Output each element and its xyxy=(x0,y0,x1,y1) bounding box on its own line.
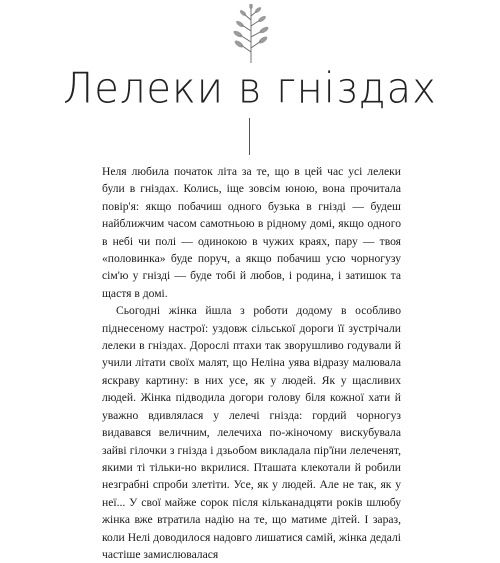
body-text xyxy=(102,163,401,563)
sprig-icon xyxy=(229,4,273,64)
paragraph-2: Сьогодні жінка йшла з роботи додому в особливо піднесеному настрої: уздовж сільської дороги її зустрічали лелеки в гніздах. Дорослі птахи так зворушливо годували й учили літати своїх малят, що Неліна уява відразу малювала яскраву картину: в них усе, як у людей. Як у щасливих людей. Жінка підводила догори голову біля кожної хати й уважно вдивлялася у лелечі гнізда: гордий чорногуз видавався величним, лелечиха по-жіночому вискубувала зайві гілочки з гнізда і дзьобом викладала пір'їни лелеченят, якими ті тільки-но вкрилися. Пташата клекотали й робили незграбні спроби злетіти. Усе, як у людей. Але не так, як у неї... У свої майже сорок після кільканадцяти років шлюбу жінка вже втратила надію на те, що матиме дітей. І зараз, коли Нелі доводилося надовго лишатися самій, жінка дедалі частіше замислювалася xyxy=(102,304,401,561)
title-divider xyxy=(249,118,250,155)
paragraph-1: Неля любила початок літа за те, що в цей час усі лелеки були в гніздах. Колись, іще зовсім юною, вона прочитала повір'я: якщо побачиш одного бузька в гнізді — будеш найближчим часом самотньою в рідному домі, якщо одного в небі чи полі — одинокою в чужих краях, пару — твоя «половинка» буде поруч, а якщо побачиш усю чорногузу сім'ю у гнізді — буде тобі й любов, і родина, і затишок та щастя в домі. xyxy=(102,165,401,300)
chapter-title: Лелеки в гніздах xyxy=(63,64,437,114)
